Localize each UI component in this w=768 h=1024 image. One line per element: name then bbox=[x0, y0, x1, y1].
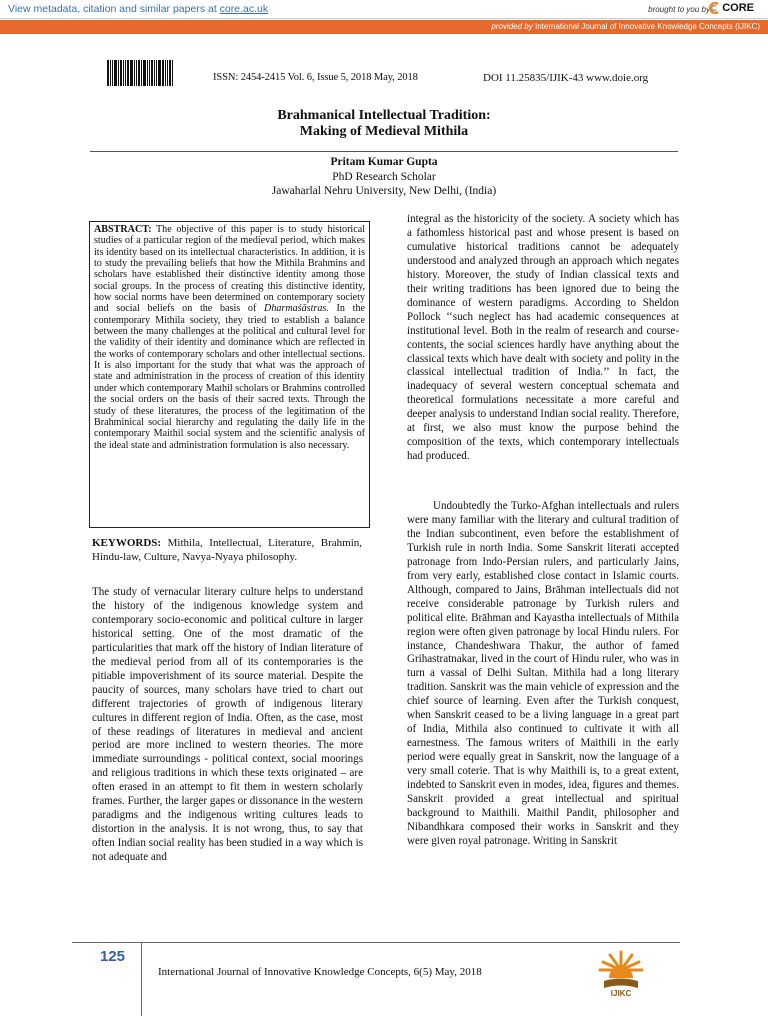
provided-by-bar bbox=[0, 20, 768, 34]
keywords bbox=[92, 536, 362, 564]
barcode-bar bbox=[143, 60, 146, 86]
journal-footer: International Journal of Innovative Knowledge Concepts, 6(5) May, 2018 bbox=[158, 966, 482, 978]
barcode bbox=[107, 60, 175, 86]
barcode-bar bbox=[141, 60, 142, 86]
barcode-bar bbox=[151, 60, 153, 86]
ijikc-logo bbox=[596, 948, 646, 998]
footer-divider bbox=[72, 942, 680, 943]
keywords-text: Mithila, Intellectual, Literature, Brahmin, Hindu-law, Culture, Navya-Nyaya philosophy. bbox=[92, 537, 362, 563]
footer-vertical-divider bbox=[141, 942, 142, 1016]
barcode-bar bbox=[154, 60, 155, 86]
barcode-bar bbox=[114, 60, 117, 86]
logo-book bbox=[604, 979, 638, 989]
title-line-1: Brahmanical Intellectual Tradition: bbox=[277, 108, 491, 123]
core-label: CORE bbox=[722, 2, 754, 14]
barcode-bar bbox=[138, 60, 140, 86]
barcode-bar bbox=[120, 60, 122, 86]
paper-title bbox=[0, 108, 768, 140]
abstract-italic-term: Dharmaśāstras. bbox=[264, 303, 329, 315]
barcode-bar bbox=[127, 60, 129, 86]
metadata-prefix: View metadata, citation and similar papers at bbox=[8, 3, 220, 15]
page-number: 125 bbox=[100, 948, 126, 965]
keywords-label: KEYWORDS: bbox=[92, 537, 162, 549]
barcode-bar bbox=[110, 60, 111, 86]
barcode-bar bbox=[118, 60, 119, 86]
barcode-bar bbox=[123, 60, 124, 86]
barcode-bar bbox=[156, 60, 157, 86]
title-line-2: Making of Medieval Mithila bbox=[299, 124, 469, 139]
author-block bbox=[0, 155, 768, 199]
provided-source[interactable]: International Journal of Innovative Knowledge Concepts (IJIKC) bbox=[534, 22, 760, 31]
author-name: Pritam Kumar Gupta bbox=[330, 156, 438, 168]
provided-prefix: provided by bbox=[491, 22, 533, 31]
author-position: PhD Research Scholar bbox=[332, 170, 436, 183]
body-right-paragraph-2: Undoubtedly the Turko-Afghan intellectuals and rulers were many familiar with the literary and cultural tradition of the Indian subcontinent, even before the establishment of Turkish rule in north India. Some Sanskrit literati accepted patronage from Indo-Persian rulers, and particularly Jains, from very early, established close contact in Islamic courts. Although, compared to Jains, Brāhman intellectuals did not receive considerable patronage by Turkish rulers and political elite. Brāhman and Kayastha intellectuals of Mithila region were often given patronage by local Hindu rulers. For instance, Chandeshwara Thakur, the author of famed Grihastratnakar, lived in the court of Hindu ruler, who was in turn a vassal of Delhi Sultan. Mithila had a long literary tradition. Sanskrit was the main vehicle of expression and the chief source of learning. Even after the Turkish conquest, when Sanskrit ceased to be a living language in a great part of India, Mithila also continued to cultivate it with all earnestness. The famous writers of Maithili in the early period were equally great in Sanskrit, now the language of a very small coterie. That is why Maithili is, to a great extent, indebted to Sanskrit even in modes, idea, figures and themes. Sanskrit provided a great intellectual and spiritual background to Maithili. Maithil Pandit, philosopher and Nibandhkara composed their works in Sanskrit and they were given royal patronage. Writing in Sanskrit bbox=[407, 500, 679, 847]
title-divider bbox=[90, 151, 678, 152]
doi-line: DOI 11.25835/IJIK-43 www.doie.org bbox=[483, 72, 649, 84]
barcode-bar bbox=[136, 60, 137, 86]
core-banner bbox=[0, 0, 768, 19]
abstract-box bbox=[89, 221, 370, 528]
body-right-paragraph-1: integral as the historicity of the society. A society which has a fathomless historical past and whose present is based on cumulative historical traditions cannot be adequately understood and analyzed through an approach which negates history. Moreover, the study of Indian classical texts and their writing traditions has been ignored due to being the dominance of western paradigms. According to Sheldon Pollock ‘‘such neglect has had academic consequences at institutional level. Both in the realm of research and course-contents, the social sciences hardly have anything about the classical texts which have dealt with society and polity in the classical intellectual tradition of India.’’ In fact, the inadequacy of several western conceptual schemata and theoretical formulations necessitate a more careful and deeper analysis to understand Indian social reality. Therefore, at first, we also must know the purpose behind the composition of the texts, which contemporary intellectuals had produced. bbox=[407, 213, 679, 463]
author-affiliation: Jawaharlal Nehru University, New Delhi, (India) bbox=[271, 185, 497, 197]
barcode-bar bbox=[169, 60, 171, 86]
barcode-bar bbox=[162, 60, 164, 86]
brought-to-you-label: brought to you by bbox=[648, 5, 710, 14]
barcode-bar bbox=[165, 60, 166, 86]
barcode-bar bbox=[107, 60, 109, 86]
issn-line: ISSN: 2454-2415 Vol. 6, Issue 5, 2018 May, 2018 bbox=[213, 72, 418, 83]
core-logo-icon bbox=[708, 2, 720, 14]
core-ac-uk-link[interactable]: core.ac.uk bbox=[219, 3, 269, 15]
abstract-label: ABSTRACT: bbox=[94, 224, 152, 235]
barcode-bar bbox=[130, 60, 133, 86]
barcode-bar bbox=[172, 60, 173, 86]
barcode-bar bbox=[125, 60, 126, 86]
provided-by-text bbox=[491, 22, 760, 31]
logo-text: IJIKC bbox=[610, 989, 632, 998]
barcode-bar bbox=[112, 60, 113, 86]
barcode-bar bbox=[167, 60, 168, 86]
barcode-bar bbox=[158, 60, 161, 86]
barcode-bar bbox=[149, 60, 150, 86]
abstract-text-2: In the contemporary Mithila society, they tried to establish a balance between the many challenges at the political and cultural level for the validity of their identity and dominance which are reflected in the works of contemporary scholars and other intellectual sections. It is also important for the study that what was the approach of state and administration in the process of creation of this identity under which contemporary Mathil scholars or Brahmins controlled the social orders on the basis of their sacred texts. Through the study of these literatures, the process of the legitimation of the Brahminical social hierarchy and regulating the daily life in the contemporary Maithil social system and the scientific analysis of the ideal state and administration formulation is also necessary. bbox=[94, 303, 365, 451]
barcode-bar bbox=[134, 60, 135, 86]
barcode-bar bbox=[147, 60, 148, 86]
body-left-paragraph: The study of vernacular literary culture helps to understand the history of the indigenous knowledge system and contemporary socio-economic and political culture in larger historical setting. One of the most dramatic of the particularities that mark off the history of Indian literature of the medieval period from all of its contemporaries is the pitiable impoverishment of its source material. Despite the paucity of sources, many scholars have tried to chart out different trajectories of growth of indigenous literary cultures in different region of India. Often, as the case, most of these readings of literatures in medieval and ancient period are more inclined to western theories. The more immediate surroundings - political context, social moorings and religious traditions in which these texts originated – are often erased in an attempt to fit them in western scholarly frames. Further, the larger gapes or dissonance in the western paradigms and the indigenous writing cultures leads to distortion in the analysis. It is not wrong, thus, to say that often Indian social reality has been studied in a way which is not adequate and bbox=[92, 586, 363, 864]
abstract-text-1: The objective of this paper is to study historical studies of a particular region of the medieval period, which makes its identity based on its intellectual characteristics. In addition, it is to study the prevailing beliefs that how the Mithila Brahmins and scholars have established their distinctive identity among those social groups. In the process of creating this distinctive identity, how social norms have been determined on contemporary society and social beliefs on the basis of bbox=[94, 224, 365, 315]
metadata-link[interactable] bbox=[8, 3, 268, 15]
core-logo[interactable] bbox=[708, 2, 754, 14]
